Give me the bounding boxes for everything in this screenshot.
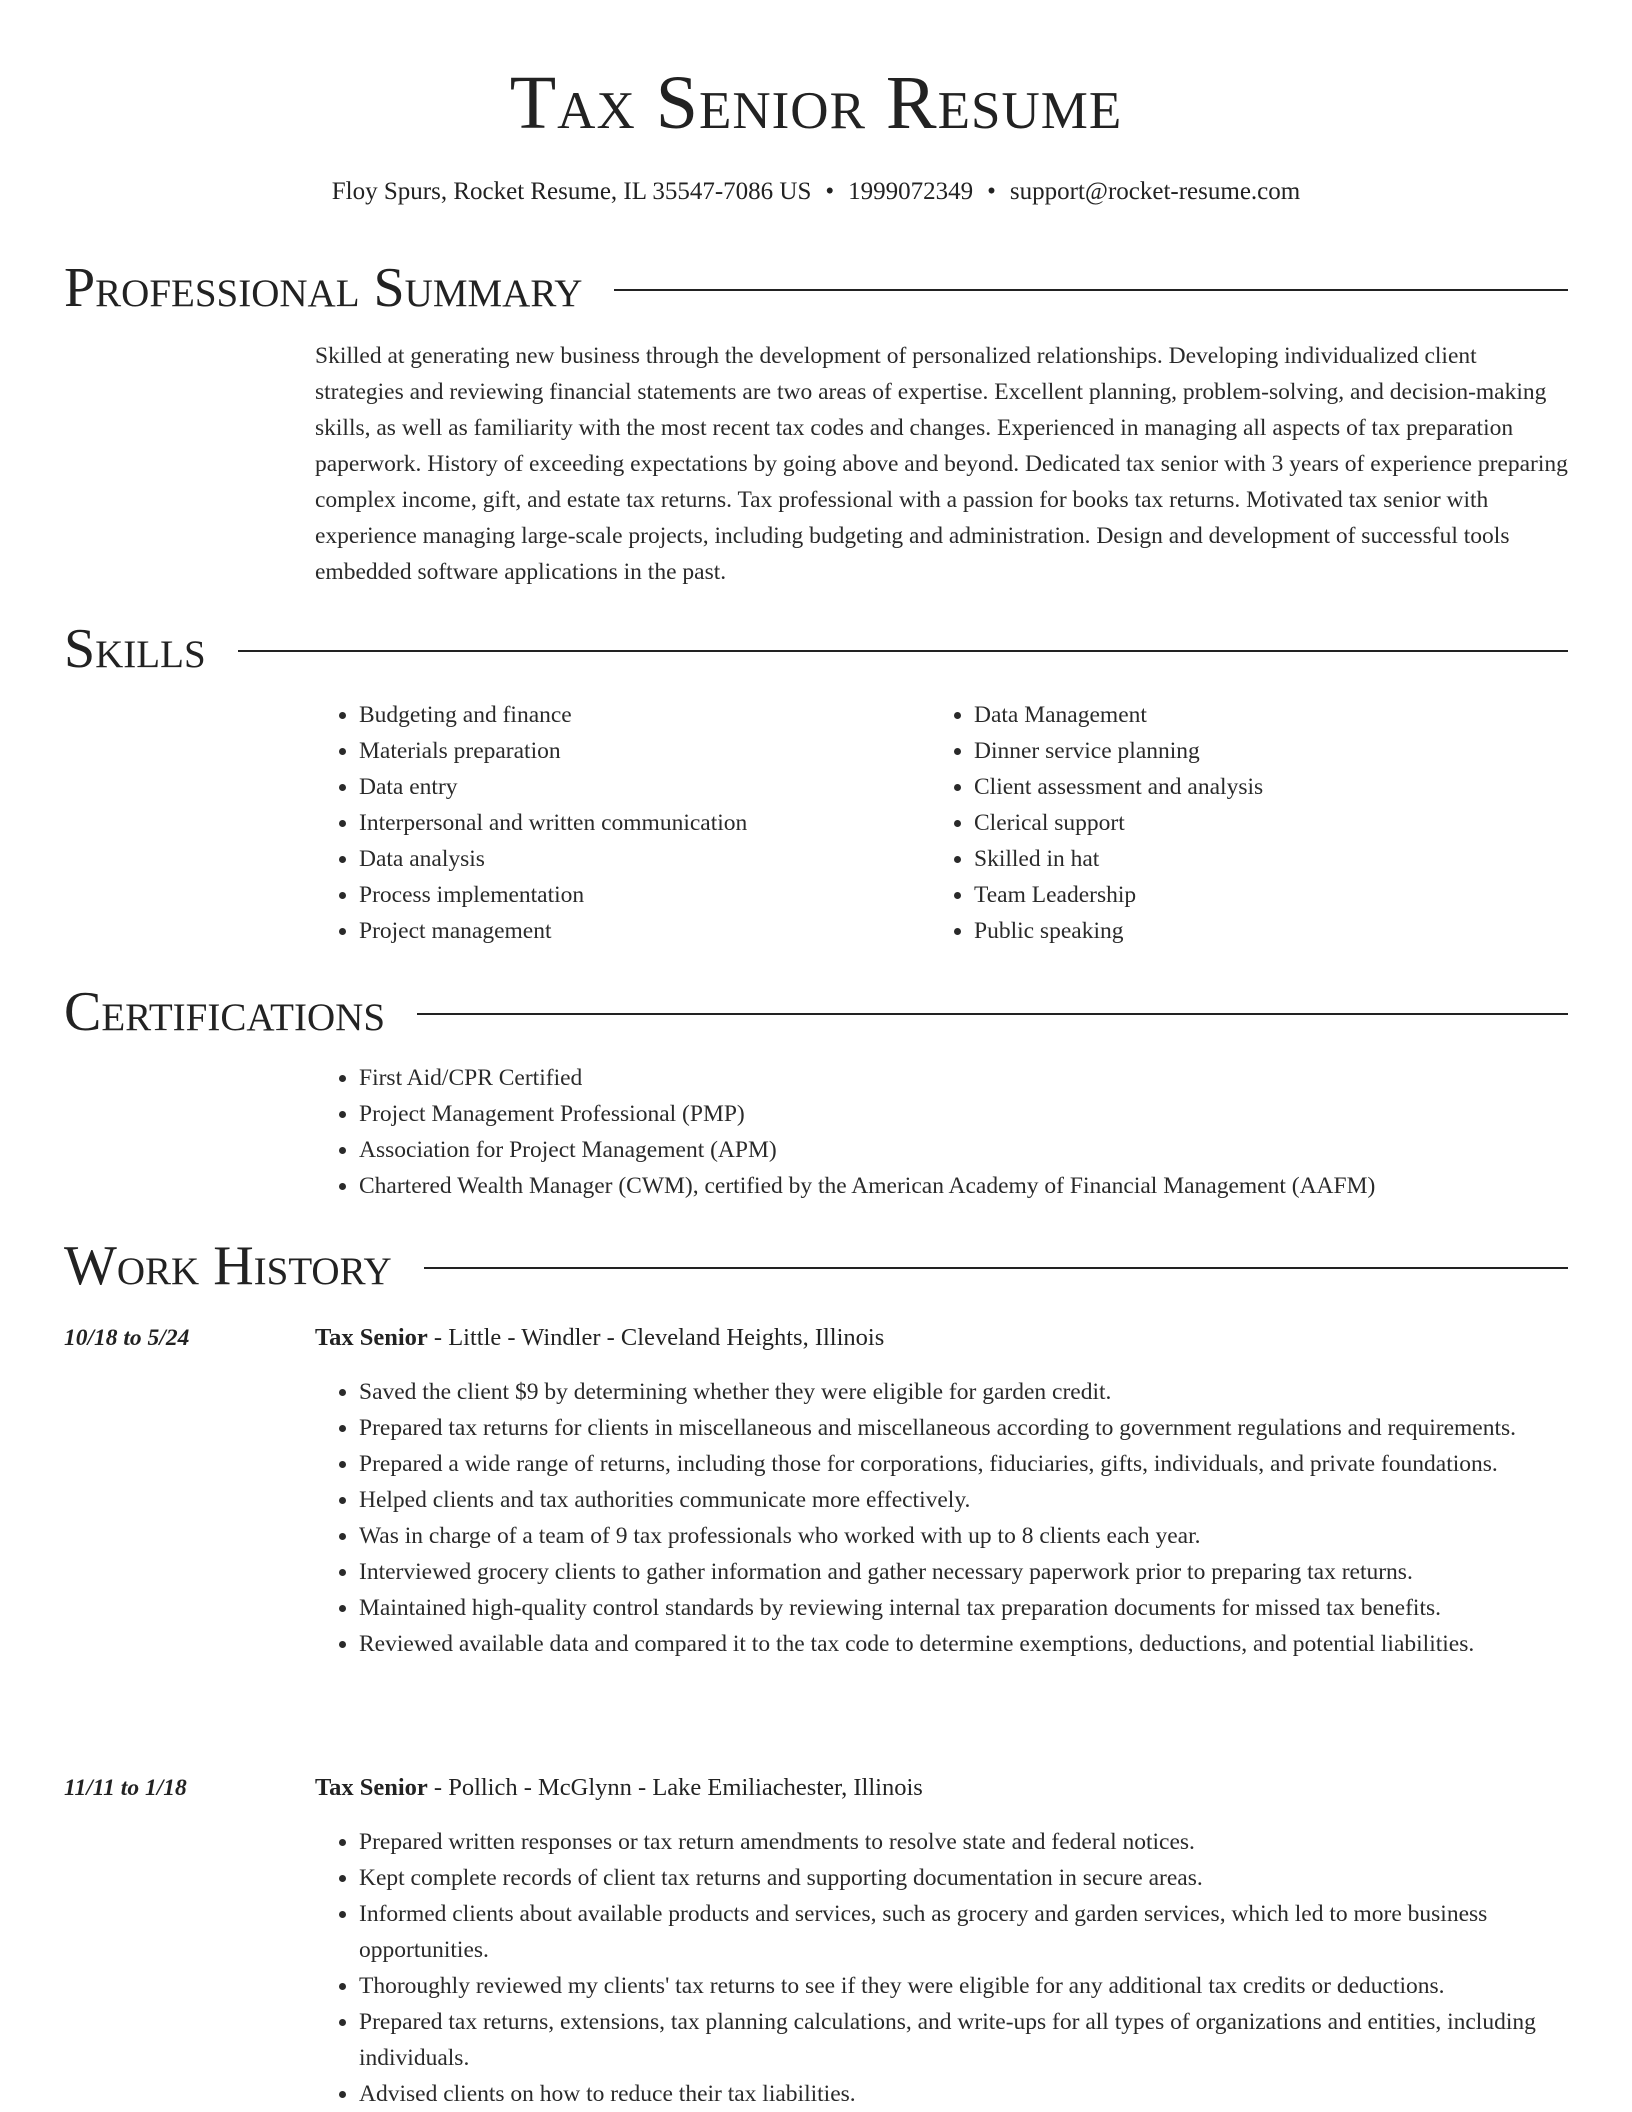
section-divider xyxy=(238,650,1568,652)
job-employer: - Little - Windler - Cleveland Heights, Illinois xyxy=(427,1324,885,1351)
skill-item: • Public speaking xyxy=(974,913,1530,949)
certifications-block xyxy=(315,1060,1572,1204)
skill-item: • Interpersonal and written communication xyxy=(359,805,915,841)
skills-right-list xyxy=(930,697,1530,949)
work-heading-label: Work History xyxy=(64,1235,392,1297)
job-bullet: • Reviewed available data and compared it to the tax code to determine exemptions, deductions, and potential liabilities. xyxy=(359,1626,1572,1662)
job-bullet: • Prepared tax returns, extensions, tax planning calculations, and write-ups for all types of organizations and entities, including individuals. xyxy=(359,2004,1572,2076)
job-title: Tax Senior xyxy=(315,1774,428,1801)
skill-item: • Team Leadership xyxy=(974,877,1530,913)
job-title-line xyxy=(315,1320,1568,1356)
skill-item: • Data entry xyxy=(359,769,915,805)
certification-item: • Project Management Professional (PMP) xyxy=(359,1096,1572,1132)
certifications-heading-label: Certifications xyxy=(64,981,386,1043)
contact-phone: 1999072349 xyxy=(848,178,974,205)
skills-left-column xyxy=(315,697,915,949)
skill-item: • Materials preparation xyxy=(359,733,915,769)
job-bullets-block xyxy=(315,1374,1572,1662)
skills-left-list xyxy=(315,697,915,949)
job-bullet: • Prepared written responses or tax return amendments to resolve state and federal notices. xyxy=(359,1824,1572,1860)
job-bullet: • Advised clients on how to reduce their tax liabilities. xyxy=(359,2076,1572,2112)
job-dates: 11/11 to 1/18 xyxy=(64,1775,187,1801)
certifications-list xyxy=(315,1060,1572,1204)
job-title-line xyxy=(315,1770,1568,1806)
job-bullet: • Helped clients and tax authorities communicate more effectively. xyxy=(359,1482,1572,1518)
job-bullet: • Informed clients about available products and services, such as grocery and garden services, which led to more business opportunities. xyxy=(359,1896,1572,1968)
job-bullet: • Kept complete records of client tax returns and supporting documentation in secure areas. xyxy=(359,1860,1572,1896)
skill-item: • Skilled in hat xyxy=(974,841,1530,877)
job-bullet: • Saved the client $9 by determining whether they were eligible for garden credit. xyxy=(359,1374,1572,1410)
skill-item: • Client assessment and analysis xyxy=(974,769,1530,805)
certifications-section-heading xyxy=(64,980,1568,1044)
job-title: Tax Senior xyxy=(315,1324,428,1351)
contact-separator: • xyxy=(987,178,996,205)
skills-heading-label: Skills xyxy=(64,618,206,680)
job-bullet: • Interviewed grocery clients to gather information and gather necessary paperwork prior to preparing tax returns. xyxy=(359,1554,1572,1590)
job-bullet: • Prepared a wide range of returns, including those for corporations, fiduciaries, gifts, individuals, and private foundations. xyxy=(359,1446,1572,1482)
skill-item: • Project management xyxy=(359,913,915,949)
job-dates: 10/18 to 5/24 xyxy=(64,1325,190,1351)
summary-section-heading xyxy=(64,256,1568,320)
summary-heading-label: Professional Summary xyxy=(64,257,583,319)
job-bullets-list xyxy=(315,1374,1572,1662)
page-title: Tax Senior Resume xyxy=(509,61,1123,145)
contact-line xyxy=(0,174,1632,210)
summary-text: Skilled at generating new business through the development of personalized relationships. Developing individualized client strategies and reviewing financial statements are two areas of expertise. Excellent planning, problem-solving, and decision-making skills, as well as familiarity with the most recent tax codes and changes. Experienced in managing all aspects of tax preparation paperwork. History of exceeding expectations by going above and beyond. Dedicated tax senior with 3 years of experience preparing complex income, gift, and estate tax returns. Tax professional with a passion for books tax returns. Motivated tax senior with experience managing large-scale projects, including budgeting and administration. Design and development of successful tools embedded software applications in the past. xyxy=(315,343,1568,585)
contact-email: support@rocket-resume.com xyxy=(1009,178,1301,205)
skill-item: • Data Management xyxy=(974,697,1530,733)
skill-item: • Clerical support xyxy=(974,805,1530,841)
work-section-heading xyxy=(64,1234,1568,1298)
job-employer: - Pollich - McGlynn - Lake Emiliachester, Illinois xyxy=(427,1774,923,1801)
skills-section-heading xyxy=(64,617,1568,681)
skill-item: • Data analysis xyxy=(359,841,915,877)
job-bullet: • Thoroughly reviewed my clients' tax returns to see if they were eligible for any additional tax credits or deductions. xyxy=(359,1968,1572,2004)
section-divider xyxy=(417,1013,1568,1015)
job-bullet: • Was in charge of a team of 9 tax professionals who worked with up to 8 clients each year. xyxy=(359,1518,1572,1554)
section-divider xyxy=(424,1267,1568,1269)
certification-item: • First Aid/CPR Certified xyxy=(359,1060,1572,1096)
job-bullets-block xyxy=(315,1824,1572,2112)
skill-item: • Dinner service planning xyxy=(974,733,1530,769)
contact-address: Floy Spurs, Rocket Resume, IL 35547-7086 US xyxy=(331,178,812,205)
job-bullet: • Prepared tax returns for clients in miscellaneous and miscellaneous according to government regulations and requirements. xyxy=(359,1410,1572,1446)
skill-item: • Budgeting and finance xyxy=(359,697,915,733)
job-bullet: • Maintained high-quality control standards by reviewing internal tax preparation documents for missed tax benefits. xyxy=(359,1590,1572,1626)
contact-separator: • xyxy=(825,178,835,205)
job-bullets-list xyxy=(315,1824,1572,2112)
section-divider xyxy=(614,289,1568,291)
skill-item: • Process implementation xyxy=(359,877,915,913)
certification-item: • Association for Project Management (APM) xyxy=(359,1132,1572,1168)
certification-item: • Chartered Wealth Manager (CWM), certified by the American Academy of Financial Management (AAFM) xyxy=(359,1168,1572,1204)
skills-right-column xyxy=(930,697,1530,949)
